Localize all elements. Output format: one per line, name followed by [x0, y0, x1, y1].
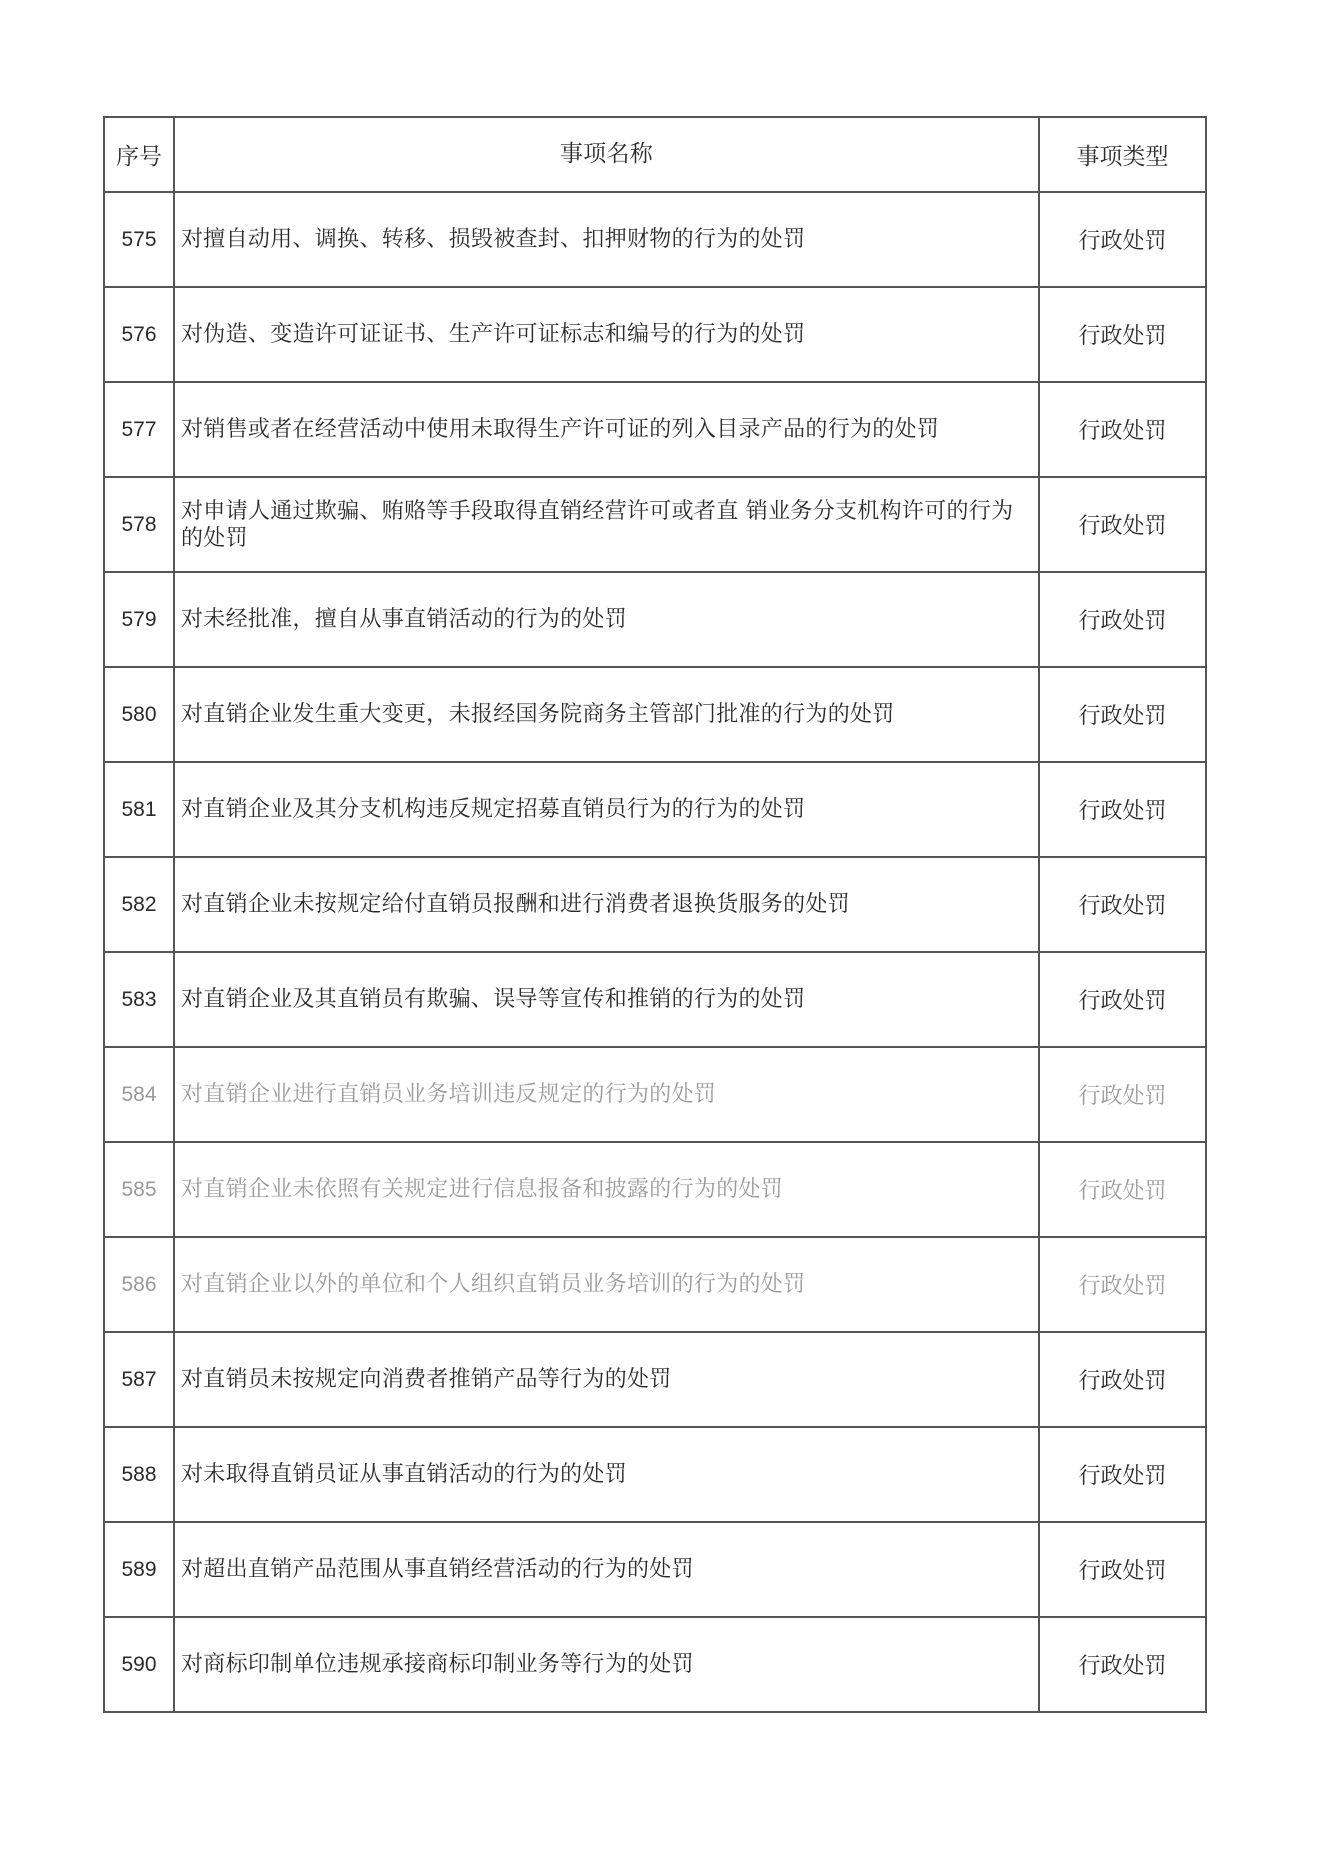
row-serial-number: 577	[104, 382, 174, 477]
row-item-type: 行政处罚	[1039, 1522, 1206, 1617]
row-item-type: 行政处罚	[1039, 192, 1206, 287]
row-item-name: 对申请人通过欺骗、贿赂等手段取得直销经营许可或者直 销业务分支机构许可的行为的处罚	[174, 477, 1039, 572]
row-item-type: 行政处罚	[1039, 287, 1206, 382]
row-item-name: 对超出直销产品范围从事直销经营活动的行为的处罚	[174, 1522, 1039, 1617]
row-item-name: 对商标印制单位违规承接商标印制业务等行为的处罚	[174, 1617, 1039, 1712]
table-row	[104, 1617, 1206, 1712]
table-row	[104, 382, 1206, 477]
row-item-name: 对直销企业未依照有关规定进行信息报备和披露的行为的处罚	[174, 1142, 1039, 1237]
row-item-type: 行政处罚	[1039, 1142, 1206, 1237]
row-item-type: 行政处罚	[1039, 952, 1206, 1047]
row-serial-number: 586	[104, 1237, 174, 1332]
table-row	[104, 287, 1206, 382]
row-serial-number: 588	[104, 1427, 174, 1522]
row-item-type: 行政处罚	[1039, 382, 1206, 477]
row-item-type: 行政处罚	[1039, 762, 1206, 857]
table-row	[104, 572, 1206, 667]
row-serial-number: 584	[104, 1047, 174, 1142]
row-item-type: 行政处罚	[1039, 667, 1206, 762]
row-item-type: 行政处罚	[1039, 572, 1206, 667]
row-item-name: 对直销企业及其分支机构违反规定招募直销员行为的行为的处罚	[174, 762, 1039, 857]
row-serial-number: 583	[104, 952, 174, 1047]
row-serial-number: 578	[104, 477, 174, 572]
table-row	[104, 192, 1206, 287]
row-serial-number: 587	[104, 1332, 174, 1427]
row-item-name: 对直销企业以外的单位和个人组织直销员业务培训的行为的处罚	[174, 1237, 1039, 1332]
row-item-name: 对伪造、变造许可证证书、生产许可证标志和编号的行为的处罚	[174, 287, 1039, 382]
row-serial-number: 589	[104, 1522, 174, 1617]
table-row	[104, 1237, 1206, 1332]
row-item-type: 行政处罚	[1039, 857, 1206, 952]
row-item-name: 对直销企业未按规定给付直销员报酬和进行消费者退换货服务的处罚	[174, 857, 1039, 952]
table-header-row	[104, 117, 1206, 192]
table-row	[104, 1332, 1206, 1427]
table-row	[104, 1427, 1206, 1522]
row-item-name: 对直销企业及其直销员有欺骗、误导等宣传和推销的行为的处罚	[174, 952, 1039, 1047]
row-item-type: 行政处罚	[1039, 1237, 1206, 1332]
table-row	[104, 1047, 1206, 1142]
header-item-type: 事项类型	[1039, 117, 1206, 192]
table-row	[104, 857, 1206, 952]
table-row	[104, 477, 1206, 572]
header-item-name: 事项名称	[174, 117, 1039, 192]
row-item-type: 行政处罚	[1039, 1427, 1206, 1522]
table-row	[104, 1142, 1206, 1237]
row-item-name: 对销售或者在经营活动中使用未取得生产许可证的列入目录产品的行为的处罚	[174, 382, 1039, 477]
row-serial-number: 580	[104, 667, 174, 762]
row-item-type: 行政处罚	[1039, 1617, 1206, 1712]
row-serial-number: 576	[104, 287, 174, 382]
row-item-type: 行政处罚	[1039, 1332, 1206, 1427]
row-serial-number: 590	[104, 1617, 174, 1712]
table-row	[104, 762, 1206, 857]
header-serial-number: 序号	[104, 117, 174, 192]
row-item-type: 行政处罚	[1039, 477, 1206, 572]
row-item-name: 对直销企业发生重大变更，未报经国务院商务主管部门批准的行为的处罚	[174, 667, 1039, 762]
table-row	[104, 952, 1206, 1047]
row-item-name: 对擅自动用、调换、转移、损毁被查封、扣押财物的行为的处罚	[174, 192, 1039, 287]
row-item-name: 对未经批准，擅自从事直销活动的行为的处罚	[174, 572, 1039, 667]
table-row	[104, 1522, 1206, 1617]
row-item-name: 对未取得直销员证从事直销活动的行为的处罚	[174, 1427, 1039, 1522]
row-serial-number: 581	[104, 762, 174, 857]
row-serial-number: 585	[104, 1142, 174, 1237]
row-serial-number: 579	[104, 572, 174, 667]
row-item-name: 对直销企业进行直销员业务培训违反规定的行为的处罚	[174, 1047, 1039, 1142]
items-table	[103, 116, 1207, 1713]
row-serial-number: 582	[104, 857, 174, 952]
row-serial-number: 575	[104, 192, 174, 287]
row-item-name: 对直销员未按规定向消费者推销产品等行为的处罚	[174, 1332, 1039, 1427]
table-row	[104, 667, 1206, 762]
row-item-type: 行政处罚	[1039, 1047, 1206, 1142]
